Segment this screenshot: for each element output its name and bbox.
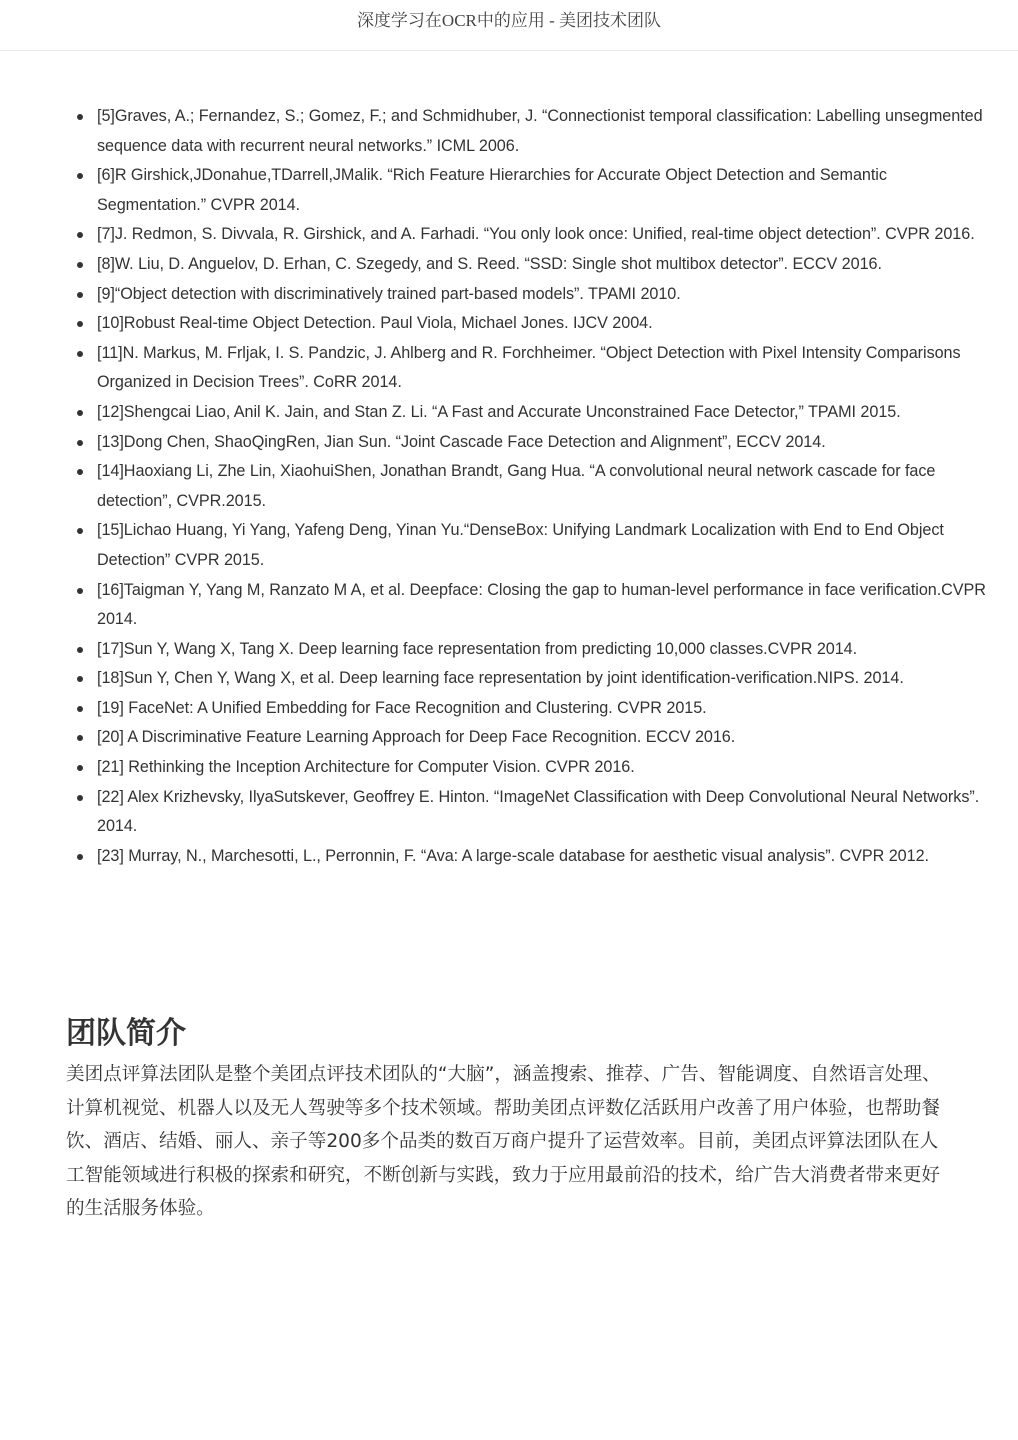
reference-item: [8]W. Liu, D. Anguelov, D. Erhan, C. Szegedy, and S. Reed. “SSD: Single shot multibox detector”. ECCV 2016. xyxy=(97,250,987,280)
reference-item: [10]Robust Real-time Object Detection. Paul Viola, Michael Jones. IJCV 2004. xyxy=(97,309,987,339)
reference-item: [14]Haoxiang Li, Zhe Lin, XiaohuiShen, Jonathan Brandt, Gang Hua. “A convolutional neural network cascade for face detection”, CVPR.2015. xyxy=(97,457,987,516)
reference-item: [22] Alex Krizhevsky, IlyaSutskever, Geoffrey E. Hinton. “ImageNet Classification with Deep Convolutional Neural Networks”. 2014. xyxy=(97,783,987,842)
reference-item: [19] FaceNet: A Unified Embedding for Face Recognition and Clustering. CVPR 2015. xyxy=(97,694,987,724)
reference-item: [17]Sun Y, Wang X, Tang X. Deep learning face representation from predicting 10,000 classes.CVPR 2014. xyxy=(97,635,987,665)
reference-item: [18]Sun Y, Chen Y, Wang X, et al. Deep learning face representation by joint identification-verification.NIPS. 2014. xyxy=(97,664,987,694)
page-header xyxy=(0,0,1018,51)
reference-item: [23] Murray, N., Marchesotti, L., Perronnin, F. “Ava: A large-scale database for aesthetic visual analysis”. CVPR 2012. xyxy=(97,842,987,872)
team-intro-paragraph: 美团点评算法团队是整个美团点评技术团队的“大脑”，涵盖搜索、推荐、广告、智能调度、自然语言处理、计算机视觉、机器人以及无人驾驶等多个技术领域。帮助美团点评数亿活跃用户改善了用户体验，也帮助餐饮、酒店、结婚、丽人、亲子等200多个品类的数百万商户提升了运营效率。目前，美团点评算法团队在人工智能领域进行积极的探索和研究，不断创新与实践，致力于应用最前沿的技术，给广告大消费者带来更好的生活服务体验。 xyxy=(66,1064,941,1219)
reference-list xyxy=(66,102,987,871)
reference-item: [15]Lichao Huang, Yi Yang, Yafeng Deng, Yinan Yu.“DenseBox: Unifying Landmark Localization with End to End Object Detection” CVPR 2015. xyxy=(97,516,987,575)
reference-item: [6]R Girshick,JDonahue,TDarrell,JMalik. “Rich Feature Hierarchies for Accurate Object Detection and Semantic Segmentation.” CVPR 2014. xyxy=(97,161,987,220)
reference-item: [12]Shengcai Liao, Anil K. Jain, and Stan Z. Li. “A Fast and Accurate Unconstrained Face Detector,” TPAMI 2015. xyxy=(97,398,987,428)
reference-item: [9]“Object detection with discriminatively trained part-based models”. TPAMI 2010. xyxy=(97,280,987,310)
reference-item: [16]Taigman Y, Yang M, Ranzato M A, et al. Deepface: Closing the gap to human-level performance in face verification.CVPR 2014. xyxy=(97,576,987,635)
section-heading-team: 团队简介 xyxy=(66,1016,186,1051)
reference-item: [20] A Discriminative Feature Learning Approach for Deep Face Recognition. ECCV 2016. xyxy=(97,723,987,753)
reference-item: [13]Dong Chen, ShaoQingRen, Jian Sun. “Joint Cascade Face Detection and Alignment”, ECCV 2014. xyxy=(97,428,987,458)
page-title: 深度学习在OCR中的应用 - 美团技术团队 xyxy=(356,11,662,30)
reference-item: [7]J. Redmon, S. Divvala, R. Girshick, and A. Farhadi. “You only look once: Unified, real-time object detection”. CVPR 2016. xyxy=(97,220,987,250)
reference-item: [21] Rethinking the Inception Architecture for Computer Vision. CVPR 2016. xyxy=(97,753,987,783)
reference-item: [5]Graves, A.; Fernandez, S.; Gomez, F.; and Schmidhuber, J. “Connectionist temporal classification: Labelling unsegmented sequence data with recurrent neural networks.” ICML 2006. xyxy=(97,102,987,161)
reference-item: [11]N. Markus, M. Frljak, I. S. Pandzic, J. Ahlberg and R. Forchheimer. “Object Detection with Pixel Intensity Comparisons Organized in Decision Trees”. CoRR 2014. xyxy=(97,339,987,398)
